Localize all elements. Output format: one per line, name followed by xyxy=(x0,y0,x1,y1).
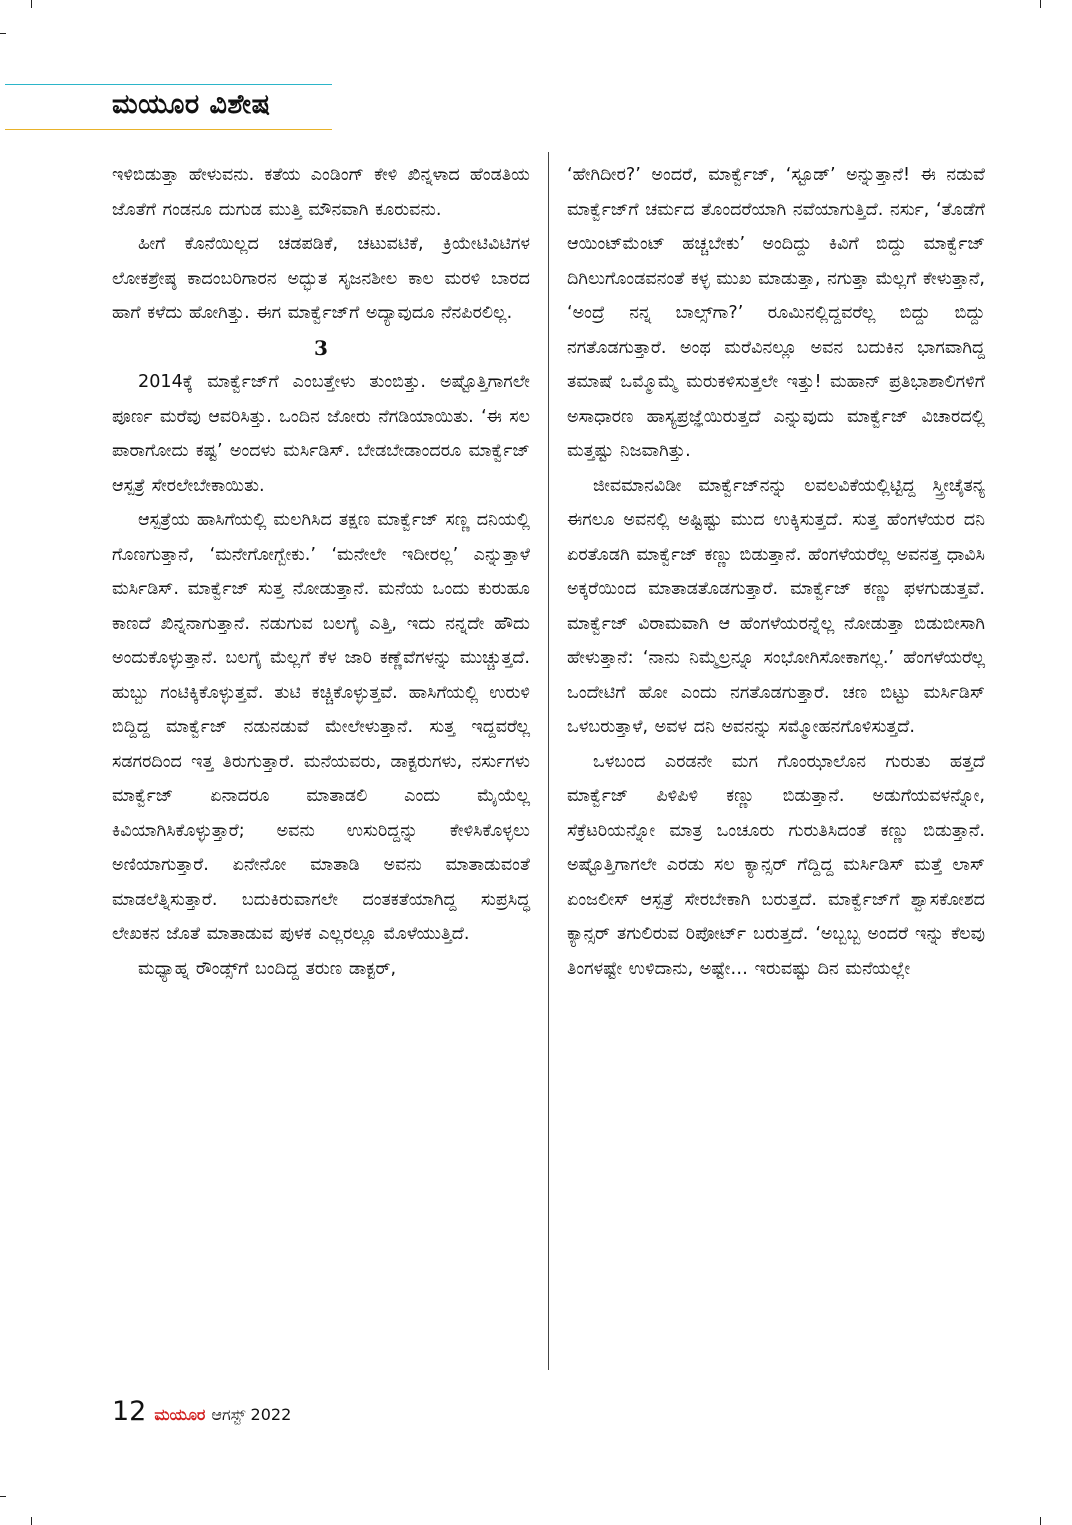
paragraph: ಒಳಬಂದ ಎರಡನೇ ಮಗ ಗೊಂಝಾಲೊನ ಗುರುತು ಹತ್ತದೆ ಮಾರ್ಕ್ವೆಜ್ ಪಿಳಿಪಿಳಿ ಕಣ್ಣು ಬಿಡುತ್ತಾನೆ. ಅಡುಗೆಯವಳನ್ನೋ, ಸೆಕ್ರೆಟರಿಯನ್ನೋ ಮಾತ್ರ ಒಂಚೂರು ಗುರುತಿಸಿದಂತೆ ಕಣ್ಣು ಬಿಡುತ್ತಾನೆ. ಅಷ್ಟೊತ್ತಿಗಾಗಲೇ ಎರಡು ಸಲ ಕ್ಯಾನ್ಸರ್ ಗೆದ್ದಿದ್ದ ಮರ್ಸಿಡಿಸ್ ಮತ್ತೆ ಲಾಸ್ ಏಂಜಲೀಸ್ ಆಸ್ಪತ್ರೆ ಸೇರಬೇಕಾಗಿ ಬರುತ್ತದೆ. ಮಾರ್ಕ್ವೆಜ್‌ಗೆ ಶ್ವಾಸಕೋಶದ ಕ್ಯಾನ್ಸರ್ ತಗುಲಿರುವ ರಿಪೋರ್ಟ್ ಬರುತ್ತದೆ. ‘ಅಬ್ಬಬ್ಬ ಅಂದರೆ ಇನ್ನು ಕೆಲವು ತಿಂಗಳಷ್ಟೇ ಉಳಿದಾನು, ಅಷ್ಟೇ… ಇರುವಷ್ಟು ದಿನ ಮನೆಯಲ್ಲೇ xyxy=(567,751,985,979)
section-header xyxy=(0,84,335,134)
section-number: 3 xyxy=(314,335,328,360)
issue-date: ಆಗಸ್ಟ್ 2022 xyxy=(211,1405,292,1424)
page-number: 12 xyxy=(112,1396,147,1427)
paragraph: ಹೀಗೆ ಕೊನೆಯಿಲ್ಲದ ಚಡಪಡಿಕೆ, ಚಟುವಟಿಕೆ, ಕ್ರಿಯೇಟಿವಿಟಿಗಳ ಲೋಕಶ್ರೇಷ್ಠ ಕಾದಂಬರಿಗಾರನ ಅದ್ಭುತ ಸೃಜನಶೀಲ ಕಾಲ ಮರಳಿ ಬಾರದ ಹಾಗೆ ಕಳೆದು ಹೋಗಿತ್ತು. ಈಗ ಮಾರ್ಕ್ವೆಜ್‌ಗೆ ಅದ್ಯಾವುದೂ ನೆನಪಿರಲಿಲ್ಲ. xyxy=(112,234,530,323)
crop-mark-bottom-right xyxy=(1040,1517,1041,1525)
crop-mark-top-right xyxy=(1040,0,1041,8)
article-column-left xyxy=(112,158,530,986)
crop-mark-top-left xyxy=(31,0,32,8)
paragraph: ಮಧ್ಯಾಹ್ನ ರೌಂಡ್ಸ್‌ಗೆ ಬಂದಿದ್ದ ತರುಣ ಡಾಕ್ಟರ್, xyxy=(138,958,397,979)
crop-mark-bottom-left xyxy=(31,1517,32,1525)
crop-mark-left-lower xyxy=(0,1496,6,1497)
paragraph: ಇಳಿಬಿಡುತ್ತಾ ಹೇಳುವನು. ಕತೆಯ ಎಂಡಿಂಗ್ ಕೇಳಿ ಖಿನ್ನಳಾದ ಹೆಂಡತಿಯ ಜೊತೆಗೆ ಗಂಡನೂ ದುಗುಡ ಮುತ್ತಿ ಮೌನವಾಗಿ ಕೂರುವನು. xyxy=(112,165,530,220)
page-footer xyxy=(112,1396,291,1427)
crop-mark-left-upper xyxy=(0,33,6,34)
header-rule-bottom xyxy=(5,129,332,130)
column-divider xyxy=(548,152,549,1370)
paragraph: ‘ಹೇಗಿದೀರ?’ ಅಂದರೆ, ಮಾರ್ಕ್ವೆಜ್, ‘ಸ್ಟೂಡ್’ ಅನ್ನುತ್ತಾನೆ! ಈ ನಡುವೆ ಮಾರ್ಕ್ವೆಜ್‌ಗೆ ಚರ್ಮದ ತೊಂದರೆಯಾಗಿ ನವೆಯಾಗುತ್ತಿದೆ. ನರ್ಸು, ‘ತೊಡೆಗೆ ಆಯಿಂಟ್‌ಮೆಂಟ್ ಹಚ್ಚಬೇಕು’ ಅಂದಿದ್ದು ಕಿವಿಗೆ ಬಿದ್ದು ಮಾರ್ಕ್ವೆಜ್ ದಿಗಿಲುಗೊಂಡವನಂತೆ ಕಳ್ಳ ಮುಖ ಮಾಡುತ್ತಾ, ನಗುತ್ತಾ ಮೆಲ್ಲಗೆ ಕೇಳುತ್ತಾನೆ, ‘ಅಂದ್ರೆ ನನ್ನ ಬಾಲ್ಸ್‌ಗಾ?’ ರೂಮಿನಲ್ಲಿದ್ದವರೆಲ್ಲ ಬಿದ್ದು ಬಿದ್ದು ನಗತೊಡಗುತ್ತಾರೆ. ಅಂಥ ಮರೆವಿನಲ್ಲೂ ಅವನ ಬದುಕಿನ ಭಾಗವಾಗಿದ್ದ ತಮಾಷೆ ಒಮ್ಮೊಮ್ಮೆ ಮರುಕಳಿಸುತ್ತಲೇ ಇತ್ತು! ಮಹಾನ್ ಪ್ರತಿಭಾಶಾಲಿಗಳಿಗೆ ಅಸಾಧಾರಣ ಹಾಸ್ಯಪ್ರಜ್ಞೆಯಿರುತ್ತದೆ ಎನ್ನುವುದು ಮಾರ್ಕ್ವೆಜ್ ವಿಚಾರದಲ್ಲಿ ಮತ್ತಷ್ಟು ನಿಜವಾಗಿತ್ತು. xyxy=(567,165,985,461)
section-title: ಮಯೂರ ವಿಶೇಷ xyxy=(112,89,271,120)
paragraph: 2014ಕ್ಕೆ ಮಾರ್ಕ್ವೆಜ್‌ಗೆ ಎಂಬತ್ತೇಳು ತುಂಬಿತ್ತು. ಅಷ್ಟೊತ್ತಿಗಾಗಲೇ ಪೂರ್ಣ ಮರೆವು ಆವರಿಸಿತ್ತು. ಒಂದಿನ ಜೋರು ನೆಗಡಿಯಾಯಿತು. ‘ಈ ಸಲ ಪಾರಾಗೋದು ಕಷ್ಟ’ ಅಂದಳು ಮರ್ಸಿಡಿಸ್. ಬೇಡಬೇಡಾಂದರೂ ಮಾರ್ಕ್ವೆಜ್ ಆಸ್ಪತ್ರೆ ಸೇರಲೇಬೇಕಾಯಿತು. xyxy=(112,372,530,496)
magazine-name: ಮಯೂರ xyxy=(154,1405,206,1424)
header-rule-top xyxy=(5,84,332,85)
paragraph: ಜೀವಮಾನವಿಡೀ ಮಾರ್ಕ್ವೆಜ್‌ನನ್ನು ಲವಲವಿಕೆಯಲ್ಲಿಟ್ಟಿದ್ದ ಸ್ತ್ರೀಚೈತನ್ಯ ಈಗಲೂ ಅವನಲ್ಲಿ ಅಷ್ಟಿಷ್ಟು ಮುದ ಉಕ್ಕಿಸುತ್ತದೆ. ಸುತ್ತ ಹೆಂಗಳೆಯರ ದನಿ ಏರತೊಡಗಿ ಮಾರ್ಕ್ವೆಜ್ ಕಣ್ಣು ಬಿಡುತ್ತಾನೆ. ಹೆಂಗಳೆಯರೆಲ್ಲ ಅವನತ್ತ ಧಾವಿಸಿ ಅಕ್ಕರೆಯಿಂದ ಮಾತಾಡತೊಡಗುತ್ತಾರೆ. ಮಾರ್ಕ್ವೆಜ್ ಕಣ್ಣು ಫಳಗುಡುತ್ತವೆ. ಮಾರ್ಕ್ವೆಜ್ ವಿರಾಮವಾಗಿ ಆ ಹೆಂಗಳೆಯರನ್ನೆಲ್ಲ ನೋಡುತ್ತಾ ಬಿಡುಬೀಸಾಗಿ ಹೇಳುತ್ತಾನೆ: ‘ನಾನು ನಿಮ್ಮೆಲ್ರನ್ನೂ ಸಂಭೋಗಿಸೋಕಾಗಲ್ಲ.’ ಹೆಂಗಳೆಯರೆಲ್ಲ ಒಂದೇಟಿಗೆ ಹೋ ಎಂದು ನಗತೊಡಗುತ್ತಾರೆ. ಚಣ ಬಿಟ್ಟು ಮರ್ಸಿಡಿಸ್ ಒಳಬರುತ್ತಾಳೆ, ಅವಳ ದನಿ ಅವನನ್ನು ಸಮ್ಮೋಹನಗೊಳಿಸುತ್ತದೆ. xyxy=(567,475,985,737)
article-column-right xyxy=(567,158,985,986)
paragraph: ಆಸ್ಪತ್ರೆಯ ಹಾಸಿಗೆಯಲ್ಲಿ ಮಲಗಿಸಿದ ತಕ್ಷಣ ಮಾರ್ಕ್ವೆಜ್ ಸಣ್ಣ ದನಿಯಲ್ಲಿ ಗೊಣಗುತ್ತಾನೆ, ‘ಮನೇಗೋಗ್ಬೇಕು.’ ‘ಮನೇಲೇ ಇದೀರಲ್ಲ’ ಎನ್ನುತ್ತಾಳೆ ಮರ್ಸಿಡಿಸ್. ಮಾರ್ಕ್ವೆಜ್ ಸುತ್ತ ನೋಡುತ್ತಾನೆ. ಮನೆಯ ಒಂದು ಕುರುಹೂ ಕಾಣದೆ ಖಿನ್ನನಾಗುತ್ತಾನೆ. ನಡುಗುವ ಬಲಗೈ ಎತ್ತಿ, ಇದು ನನ್ನದೇ ಹೌದು ಅಂದುಕೊಳ್ಳುತ್ತಾನೆ. ಬಲಗೈ ಮೆಲ್ಲಗೆ ಕೆಳ ಜಾರಿ ಕಣ್ಣೆವೆಗಳನ್ನು ಮುಚ್ಚುತ್ತದೆ. ಹುಬ್ಬು ಗಂಟಿಕ್ಕಿಕೊಳ್ಳುತ್ತವೆ. ತುಟಿ ಕಚ್ಚಿಕೊಳ್ಳುತ್ತವೆ. ಹಾಸಿಗೆಯಲ್ಲಿ ಉರುಳಿ ಬಿದ್ದಿದ್ದ ಮಾರ್ಕ್ವೆಜ್ ನಡುನಡುವೆ ಮೇಲೇಳುತ್ತಾನೆ. ಸುತ್ತ ಇದ್ದವರೆಲ್ಲ ಸಡಗರದಿಂದ ಇತ್ತ ತಿರುಗುತ್ತಾರೆ. ಮನೆಯವರು, ಡಾಕ್ಟರುಗಳು, ನರ್ಸುಗಳು ಮಾರ್ಕ್ವೆಜ್ ಏನಾದರೂ ಮಾತಾಡಲಿ ಎಂದು ಮೈಯೆಲ್ಲ ಕಿವಿಯಾಗಿಸಿಕೊಳ್ಳುತ್ತಾರೆ; ಅವನು ಉಸುರಿದ್ದನ್ನು ಕೇಳಿಸಿಕೊಳ್ಳಲು ಅಣಿಯಾಗುತ್ತಾರೆ. ಏನೇನೋ ಮಾತಾಡಿ ಅವನು ಮಾತಾಡುವಂತೆ ಮಾಡಲೆತ್ನಿಸುತ್ತಾರೆ. ಬದುಕಿರುವಾಗಲೇ ದಂತಕತೆಯಾಗಿದ್ದ ಸುಪ್ರಸಿದ್ಧ ಲೇಖಕನ ಜೊತೆ ಮಾತಾಡುವ ಪುಳಕ ಎಲ್ಲರಲ್ಲೂ ಮೊಳೆಯುತ್ತಿದೆ. xyxy=(112,510,530,944)
